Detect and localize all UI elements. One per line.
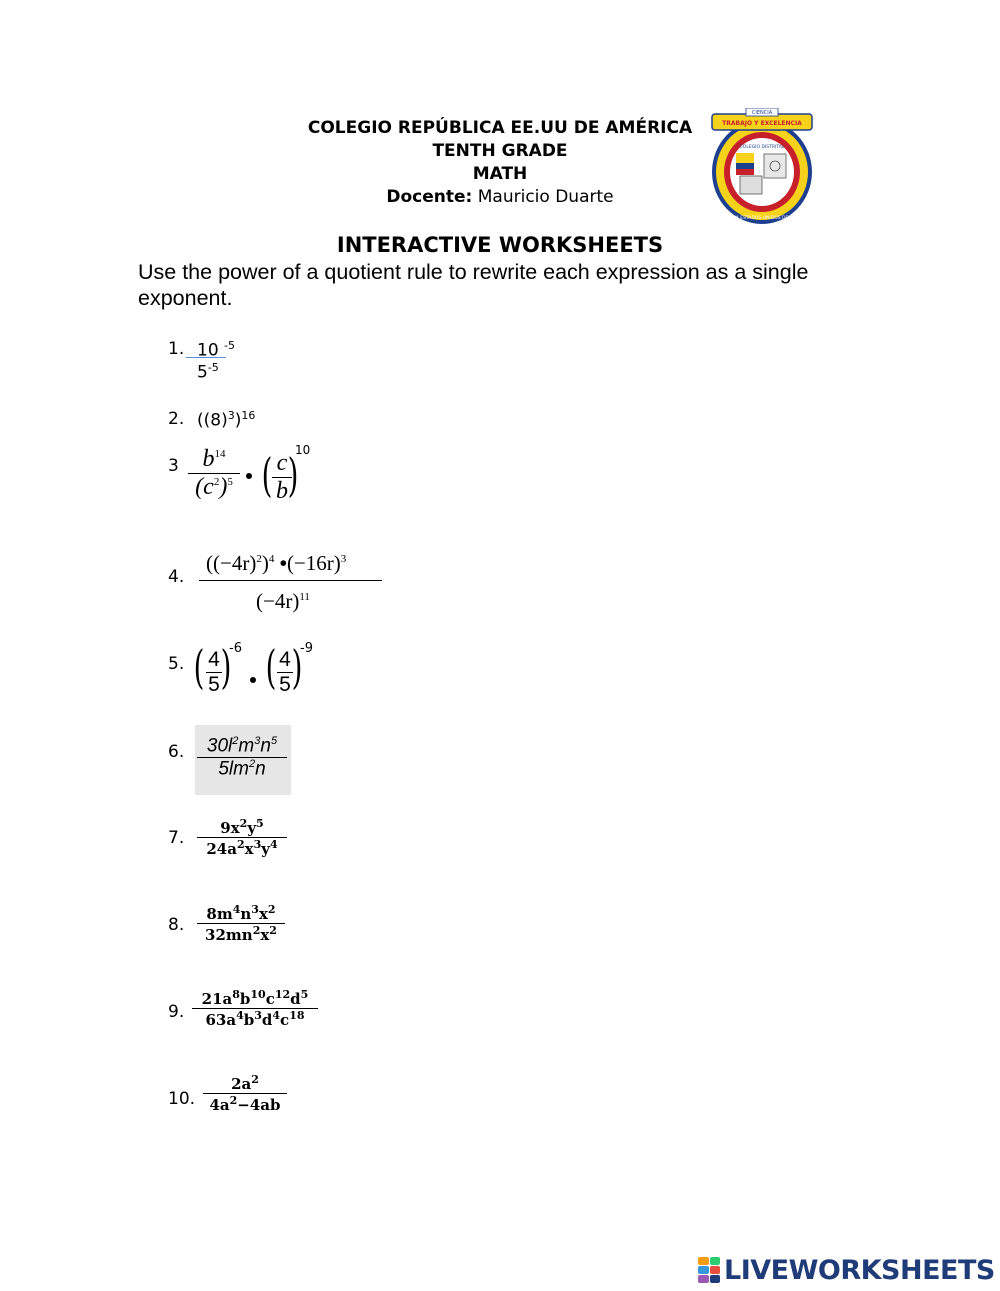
problem-8-number: 8.	[168, 915, 185, 935]
problem-8-fraction	[197, 903, 285, 944]
problem-10-number: 10.	[168, 1089, 196, 1109]
problem-5-b-left-paren: (	[265, 640, 277, 694]
teacher-line	[240, 187, 760, 207]
seal-top-text: CIENCIA	[751, 110, 773, 116]
problem-7-numerator: $9x^2y^5$	[220, 817, 264, 837]
seal-ring-text: REPÚBLICA ESTADOS UNIDOS DE AMÉRICA	[713, 216, 811, 221]
instructions: Use the power of a quotient rule to rewrite each expression as a single exponent.	[138, 260, 809, 310]
problem-3-inner-fraction: c b	[272, 450, 292, 505]
problem-10-numerator: $2a^2$	[231, 1073, 259, 1093]
teacher-label: Docente:	[386, 187, 473, 207]
problem-3-right-paren: )	[287, 448, 299, 502]
problem-6-number: 6.	[168, 742, 185, 762]
teacher-name: Mauricio Duarte	[477, 187, 614, 207]
grade-label: TENTH GRADE	[432, 141, 568, 161]
problem-4-number: 4.	[168, 567, 185, 587]
problem-3-exponent: 10	[295, 443, 311, 457]
problem-5-multiply-dot	[250, 677, 256, 683]
problem-5-b-fraction: 4 5	[277, 648, 293, 697]
problem-6-numerator: $30l^2m^3n^5$	[206, 735, 278, 757]
problem-2-expression: $((8)^3)^{16}$	[197, 409, 256, 431]
problem-4-denominator: $(-4r)^{11}$	[256, 589, 310, 613]
liveworksheets-mark-icon	[698, 1257, 720, 1283]
problem-9-number: 9.	[168, 1002, 185, 1022]
problem-9-fraction	[192, 988, 318, 1029]
problem-5-a-fraction: 4 5	[206, 648, 222, 697]
liveworksheets-brand: LIVEWORKSHEETS	[724, 1254, 995, 1286]
problem-4-numerator: $((-4r)^2)^4$ $•(-16r)^3$	[206, 551, 347, 575]
problem-3-fraction	[188, 446, 240, 501]
liveworksheets-logo[interactable]	[698, 1255, 995, 1285]
problem-5-a-left-paren: (	[193, 640, 205, 694]
problem-8-denominator: $32mn^2x^2$	[205, 924, 277, 944]
problem-9-numerator: $21a^8b^{10}c^{12}d^5$	[201, 988, 309, 1008]
problem-3-multiply-dot	[246, 473, 252, 479]
school-name: COLEGIO REPÚBLICA EE.UU DE AMÉRICA	[307, 118, 693, 138]
problem-3-left-paren: (	[261, 448, 273, 502]
problem-5-a-exponent: -6	[229, 641, 242, 656]
problem-2-number: 2.	[168, 409, 185, 429]
seal-inner-text: COLEGIO DISTRITAL	[739, 145, 785, 150]
problem-5-a-right-paren: )	[220, 640, 232, 694]
problem-1-numerator: 10 $^{-5}$	[197, 339, 236, 361]
problem-6-fraction	[197, 735, 287, 781]
problem-5-b-exponent: -9	[300, 641, 313, 656]
problem-3-number: 3	[168, 456, 179, 476]
problem-6-denominator: $5lm^2n$	[218, 758, 266, 780]
problem-8-numerator: $8m^4n^3x^2$	[206, 903, 276, 923]
subject-label: MATH	[472, 164, 528, 184]
problem-5-number: 5.	[168, 654, 185, 674]
problem-7-denominator: $24a^2x^3y^4$	[206, 838, 278, 858]
worksheet-title: INTERACTIVE WORKSHEETS	[336, 233, 664, 257]
problem-5-b-right-paren: )	[291, 640, 303, 694]
school-seal-icon	[708, 108, 816, 228]
problem-7-number: 7.	[168, 828, 185, 848]
problem-1-fraction-bar	[186, 357, 226, 358]
problem-1-denominator: $5^{-5}$	[197, 361, 219, 383]
problem-3-numerator: $b^{14}$	[202, 446, 226, 472]
problem-3-denominator: $(c^2)^5$	[195, 474, 233, 500]
problem-9-denominator: $63a^4b^3d^4c^{18}$	[205, 1009, 305, 1029]
problem-7-fraction	[197, 817, 287, 858]
problem-10-denominator: $4a^2-4ab$	[209, 1094, 281, 1114]
problem-4-fraction-bar	[199, 580, 382, 581]
seal-ribbon-text: TRABAJO Y EXCELENCIA	[722, 120, 802, 127]
problem-1-number: 1.	[168, 339, 185, 359]
problem-10-fraction	[203, 1073, 287, 1114]
